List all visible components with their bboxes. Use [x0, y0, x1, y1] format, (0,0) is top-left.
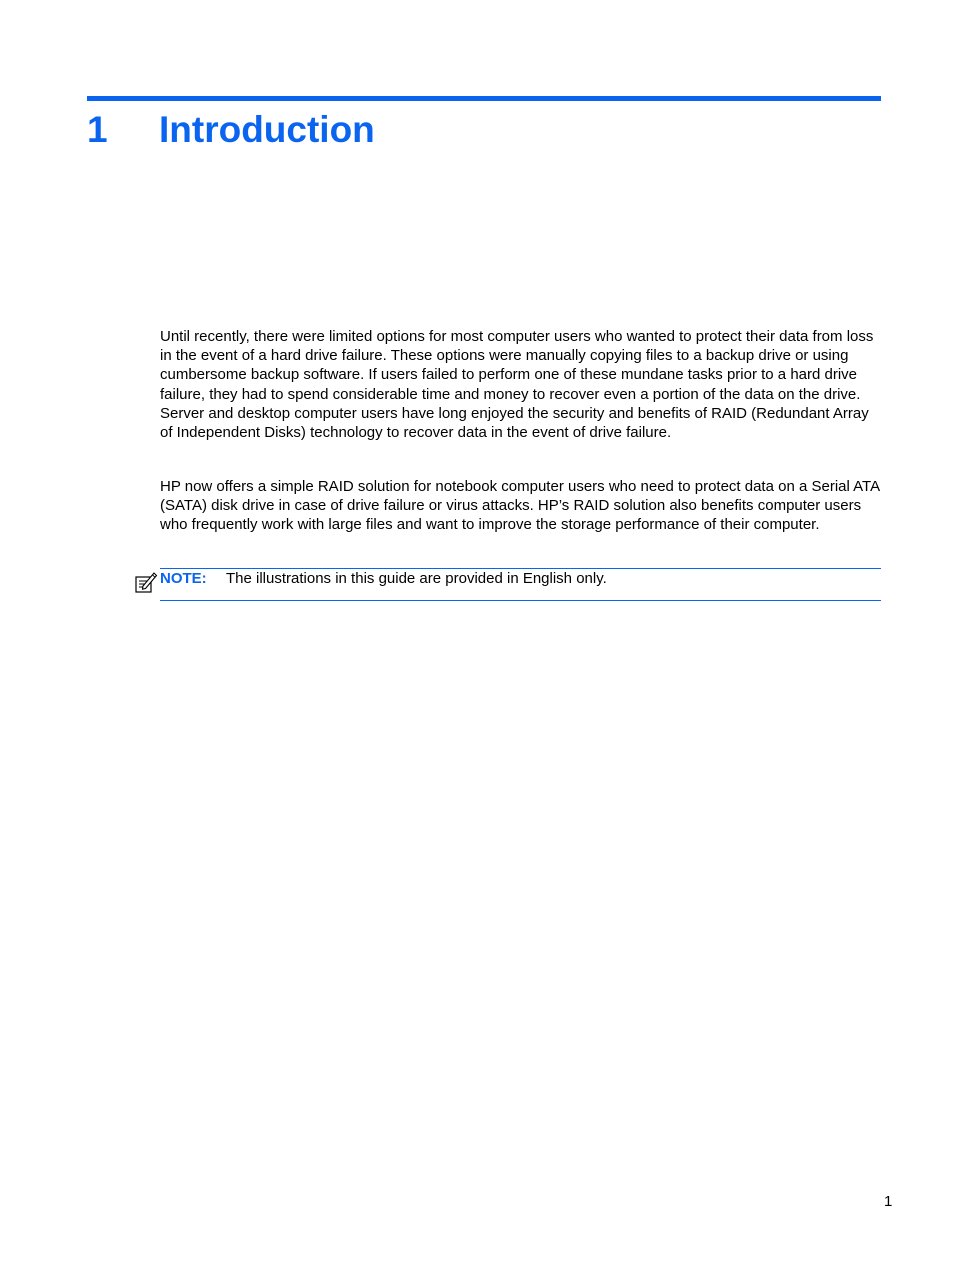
note-text: The illustrations in this guide are provided in English only.: [226, 570, 607, 587]
note-pencil-icon: [134, 571, 158, 595]
page-number: 1: [884, 1193, 893, 1210]
chapter-title: Introduction: [159, 109, 375, 150]
intro-paragraph-2: HP now offers a simple RAID solution for notebook computer users who need to protect data on a Serial ATA (SATA) disk drive in case of drive failure or virus attacks. HP’s RAID solution also benefits computer users who frequently work with large files and want to improve the storage performance of their computer.: [160, 478, 880, 534]
note-box: [160, 568, 881, 601]
chapter-rule: [87, 96, 881, 101]
intro-paragraph-1: Until recently, there were limited options for most computer users who wanted to protect their data from loss in the event of a hard drive failure. These options were manually copying files to a backup drive or using cumbersome backup software. If users failed to perform one of these mundane tasks prior to a hard drive failure, they had to spend considerable time and money to recover even a portion of the data on the drive. Server and desktop computer users have long enjoyed the security and benefits of RAID (Redundant Array of Independent Disks) technology to recover data in the event of drive failure.: [160, 328, 874, 442]
chapter-number: 1: [87, 109, 108, 150]
note-label: NOTE:: [160, 570, 207, 587]
